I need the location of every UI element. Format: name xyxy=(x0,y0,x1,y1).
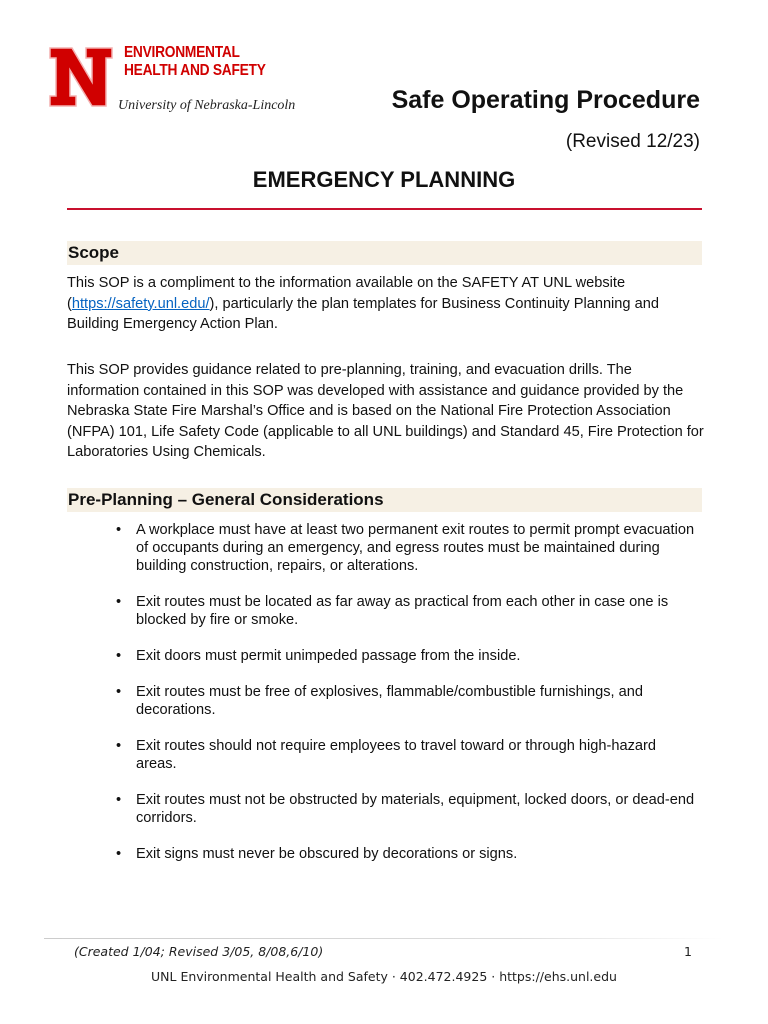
list-item: • Exit doors must permit unimpeded passage from the inside. xyxy=(67,647,697,665)
section-heading-scope: Scope xyxy=(67,241,702,265)
revision-date: (Revised 12/23) xyxy=(565,131,700,152)
section-heading-preplanning: Pre-Planning – General Considerations xyxy=(67,488,702,512)
list-item: • Exit routes must not be obstructed by materials, equipment, locked doors, or dead-end corridors. xyxy=(67,791,697,827)
list-item: • Exit routes must be free of explosives, flammable/combustible furnishings, and decorations. xyxy=(67,683,697,719)
ehs-logo xyxy=(48,44,318,118)
list-item: • Exit signs must never be obscured by decorations or signs. xyxy=(67,845,697,863)
scope-paragraph-2: This SOP provides guidance related to pre-planning, training, and evacuation drills. The information contained in this SOP was developed with assistance and guidance provided by the Nebraska State Fire Marshal’s Office and is based on the National Fire Protection Association (NFPA) 101, Life Safety Code (applicable to all UNL buildings) and Standard 45, Fire Protection for Laboratories Using Chemicals. xyxy=(67,362,704,461)
logo-line2: HEALTH AND SAFETY xyxy=(124,62,266,79)
preplanning-bullet-list xyxy=(67,521,697,881)
safety-link[interactable]: https://safety.unl.edu/ xyxy=(71,295,210,312)
scope-paragraph-1 xyxy=(67,273,707,335)
page-title: Safe Operating Procedure xyxy=(391,86,700,114)
footer-divider xyxy=(44,938,724,939)
list-item: • Exit routes must be located as far away as practical from each other in case one is blocked by fire or smoke. xyxy=(67,593,697,629)
logo-line1: ENVIRONMENTAL xyxy=(124,44,240,61)
page-number: 1 xyxy=(684,944,692,959)
text: This SOP is a compliment to the information available on the SAFETY AT UNL website ( xyxy=(67,275,626,312)
list-item: • Exit routes should not require employees to travel toward or through high-hazard areas. xyxy=(67,737,697,773)
footer-history: (Created 1/04; Revised 3/05, 8/08,6/10) xyxy=(74,944,324,959)
logo-university: University of Nebraska-Lincoln xyxy=(118,98,296,113)
list-item: • A workplace must have at least two permanent exit routes to permit prompt evacuation of occupants during an emergency, and egress routes must be maintained during building construction, repairs, or alterations. xyxy=(67,521,697,575)
text: ), particularly the plan templates for Business Continuity Planning and Building Emergency Action Plan. xyxy=(67,295,659,333)
nebraska-n-icon xyxy=(48,44,114,110)
footer-contact: UNL Environmental Health and Safety · 402.472.4925 · https://ehs.unl.edu xyxy=(151,969,617,984)
title-divider xyxy=(67,208,702,210)
document-title: EMERGENCY PLANNING xyxy=(252,167,516,192)
